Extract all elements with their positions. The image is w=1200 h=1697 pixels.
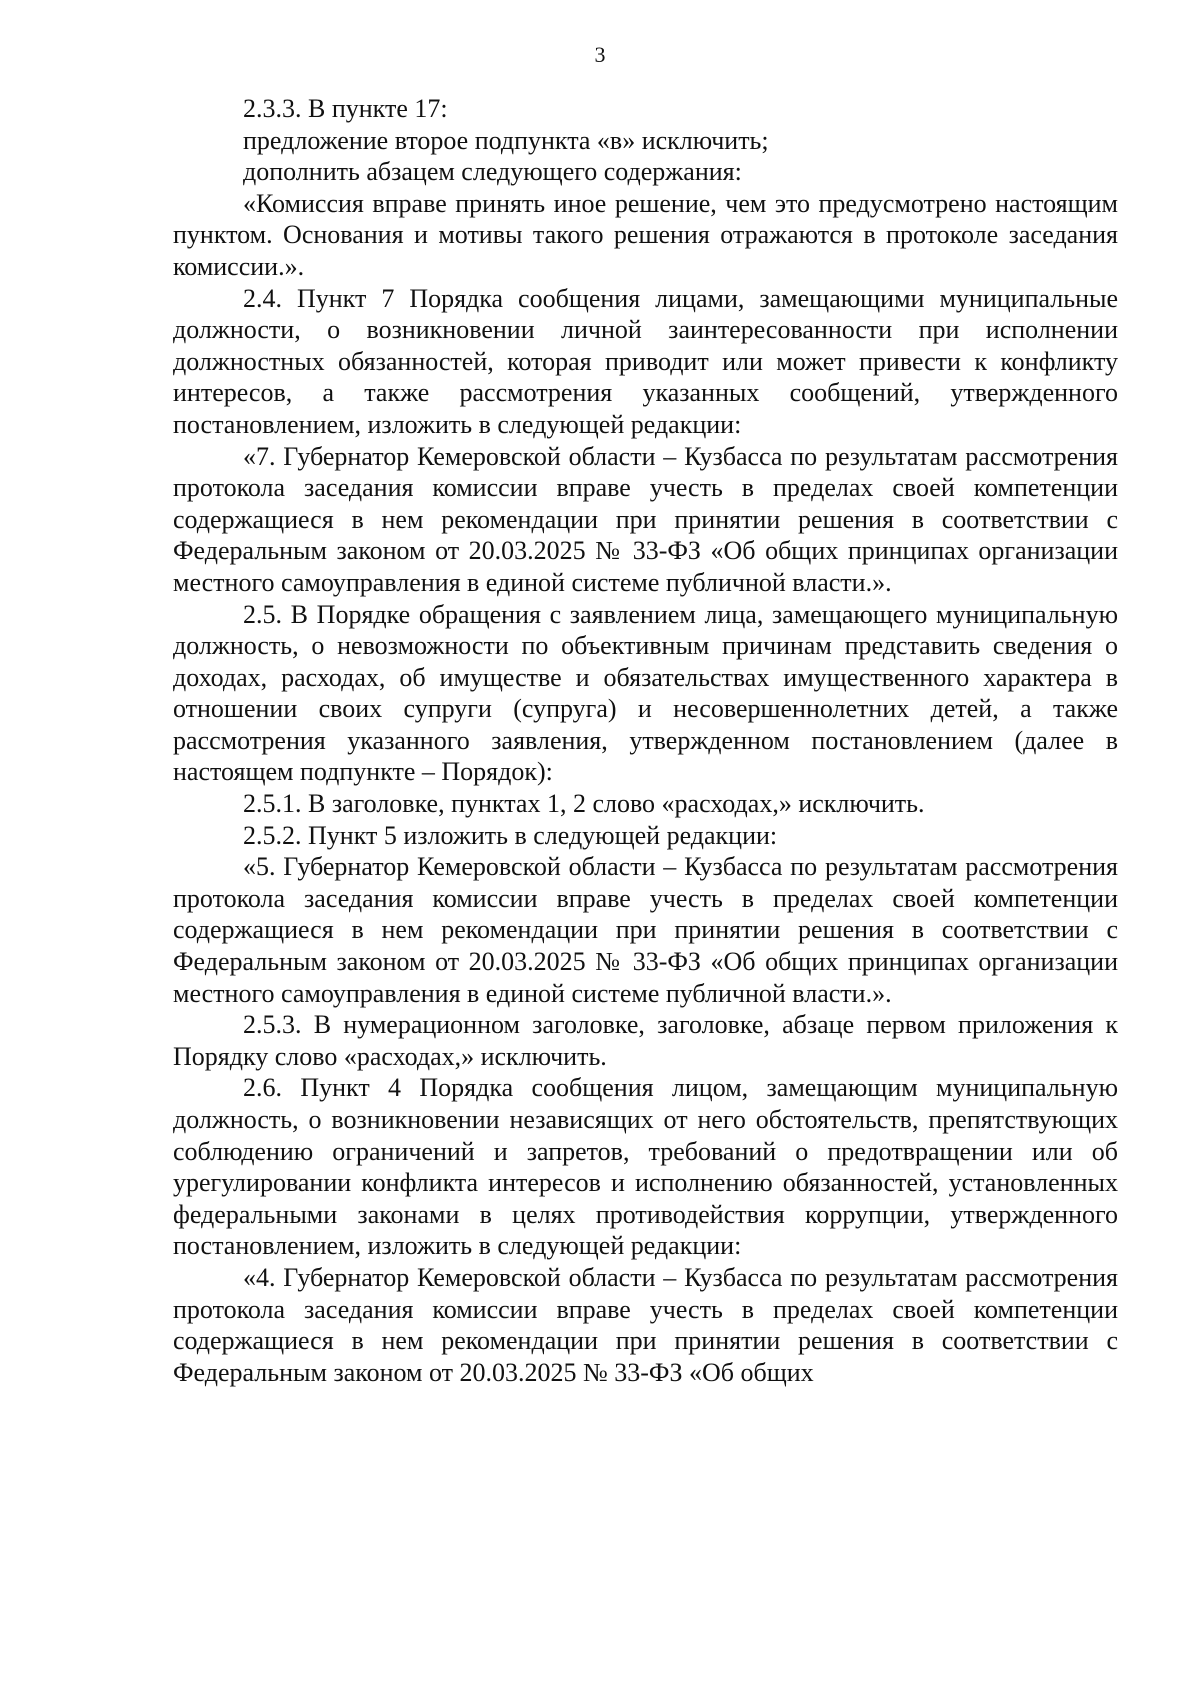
paragraph-point-5-quote: «5. Губернатор Кемеровской области – Кузбасса по результатам рассмотрения протокола заседания комиссии вправе учесть в пределах своей компетенции содержащиеся в нем рекомендации при принятии решения в соответствии с Федеральным законом от 20.03.2025 № 33-ФЗ «Об общих принципах организации местного самоуправления в единой системе публичной власти.». xyxy=(173,852,1118,1008)
paragraph-exclude-sentence: предложение второе подпункта «в» исключить; xyxy=(243,125,769,155)
paragraph-2-4: 2.4. Пункт 7 Порядка сообщения лицами, замещающими муниципальные должности, о возникновении личной заинтересованности при исполнении должностных обязанностей, которая приводит или может привести к конфликту интересов, а также рассмотрения указанных сообщений, утвержденного постановлением, изложить в следующей редакции: xyxy=(173,283,1118,439)
paragraph-point-4-quote: «4. Губернатор Кемеровской области – Кузбасса по результатам рассмотрения протокола заседания комиссии вправе учесть в пределах своей компетенции содержащиеся в нем рекомендации при принятии решения в соответствии с Федеральным законом от 20.03.2025 № 33-ФЗ «Об общих xyxy=(173,1262,1118,1387)
paragraph-2-5-1: 2.5.1. В заголовке, пунктах 1, 2 слово «расходах,» исключить. xyxy=(243,789,925,819)
document-body xyxy=(173,93,1118,1388)
paragraph-2-5-2: 2.5.2. Пункт 5 изложить в следующей редакции: xyxy=(243,820,778,850)
paragraph-2-5: 2.5. В Порядке обращения с заявлением лица, замещающего муниципальную должность, о невозможности по объективным причинам представить сведения о доходах, расходах, об имуществе и обязательствах имущественного характера в отношении своих супруги (супруга) и несовершеннолетних детей, а также рассмотрения указанного заявления, утвержденном постановлением (далее в настоящем подпункте – Порядок): xyxy=(173,599,1118,787)
paragraph-2-3-3: 2.3.3. В пункте 17: xyxy=(243,94,448,123)
paragraph-add-abzac: дополнить абзацем следующего содержания: xyxy=(243,157,742,187)
paragraph-2-5-3: 2.5.3. В нумерационном заголовке, заголовке, абзаце первом приложения к Порядку слово «расходах,» исключить. xyxy=(173,1010,1118,1071)
paragraph-2-6: 2.6. Пункт 4 Порядка сообщения лицом, замещающим муниципальную должность, о возникновении независящих от него обстоятельств, препятствующих соблюдению ограничений и запретов, требований о предотвращении или об урегулировании конфликта интересов и исполнению обязанностей, установленных федеральными законами в целях противодействия коррупции, утвержденного постановлением, изложить в следующей редакции: xyxy=(173,1073,1118,1261)
paragraph-commission-quote: «Комиссия вправе принять иное решение, чем это предусмотрено настоящим пунктом. Основания и мотивы такого решения отражаются в протоколе заседания комиссии.». xyxy=(173,188,1118,281)
page-number: 3 xyxy=(594,42,606,67)
paragraph-point-7-quote: «7. Губернатор Кемеровской области – Кузбасса по результатам рассмотрения протокола заседания комиссии вправе учесть в пределах своей компетенции содержащиеся в нем рекомендации при принятии решения в соответствии с Федеральным законом от 20.03.2025 № 33-ФЗ «Об общих принципах организации местного самоуправления в единой системе публичной власти.». xyxy=(173,441,1118,597)
